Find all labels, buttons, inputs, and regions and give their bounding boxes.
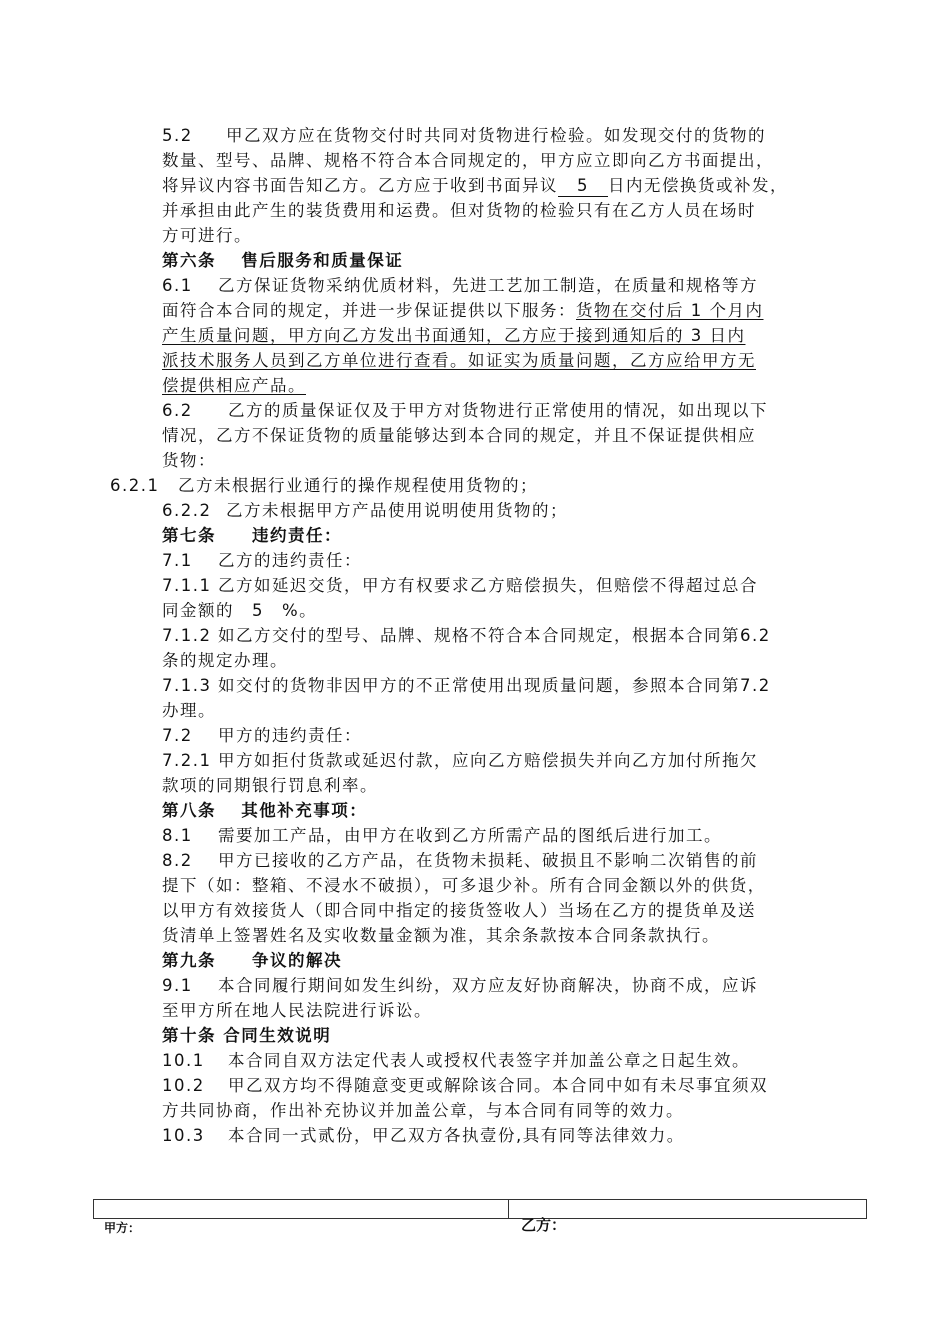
underlined-service-text: 货物在交付后 1 个月内 <box>576 301 764 320</box>
clause-number: 7.1.3 <box>162 676 212 695</box>
clause-8-2-line2: 提下（如：整箱、不浸水不破损），可多退少补。所有合同金额以外的供货， <box>162 876 766 895</box>
clause-5-2-line3: 将异议内容书面告知乙方。乙方应于收到书面异议 5 日内无偿换货或补发， <box>162 176 788 195</box>
clause-number: 7.1 <box>162 551 193 570</box>
clause-number: 10.1 <box>162 1051 205 1070</box>
clause-5-2-line5: 方可进行。 <box>162 226 252 245</box>
clause-6-2-line2: 情况，乙方不保证货物的质量能够达到本合同的规定，并且不保证提供相应 <box>162 426 756 445</box>
clause-10-2-line1: 10.2 甲乙双方均不得随意变更或解除该合同。本合同中如有未尽事宜须双 <box>162 1074 768 1098</box>
clause-5-2-line1: 5.2 甲乙双方应在货物交付时共同对货物进行检验。如发现交付的货物的 <box>162 124 766 148</box>
article-10-heading: 第十条 合同生效说明 <box>162 1026 332 1045</box>
article-8-heading: 第八条 其他补充事项： <box>162 801 368 820</box>
clause-number: 6.2 <box>162 401 193 420</box>
clause-7-2-1-line1: 7.2.1 甲方如拒付货款或延迟付款，应向乙方赔偿损失并向乙方加付所拖欠 <box>162 749 758 773</box>
clause-6-2-2: 6.2.2 乙方未根据甲方产品使用说明使用货物的； <box>162 499 568 523</box>
clause-6-2-1: 6.2.1 乙方未根据行业通行的操作规程使用货物的； <box>110 474 538 498</box>
clause-8-2-line3: 以甲方有效接货人（即合同中指定的接货签收人）当场在乙方的提货单及送 <box>162 901 756 920</box>
clause-6-1-line5: 偿提供相应产品。 <box>162 376 306 395</box>
clause-6-2-line1: 6.2 乙方的质量保证仅及于甲方对货物进行正常使用的情况，如出现以下 <box>162 399 768 423</box>
article-9-heading: 第九条 争议的解决 <box>162 951 342 970</box>
signature-table-divider <box>508 1199 509 1219</box>
clause-number: 7.2 <box>162 726 193 745</box>
clause-6-1-line4: 派技术服务人员到乙方单位进行查看。如证实为质量问题，乙方应给甲方无 <box>162 351 756 370</box>
party-a-signature-label: 甲方： <box>104 1221 141 1235</box>
party-b-signature-label: 乙方： <box>521 1216 567 1234</box>
article-6-heading: 第六条 售后服务和质量保证 <box>162 251 404 270</box>
clause-7-1-3-line2: 办理。 <box>162 701 216 720</box>
clause-number: 7.1.2 <box>162 626 212 645</box>
clause-6-1-line1: 6.1 乙方保证货物采纳优质材料，先进工艺加工制造，在质量和规格等方 <box>162 274 758 298</box>
clause-number: 5.2 <box>162 126 193 145</box>
clause-9-1-line1: 9.1 本合同履行期间如发生纠纷，双方应友好协商解决，协商不成，应诉 <box>162 974 758 998</box>
clause-5-2-line4: 并承担由此产生的装货费用和运费。但对货物的检验只有在乙方人员在场时 <box>162 201 756 220</box>
clause-8-2-line1: 8.2 甲方已接收的乙方产品，在货物未损耗、破损且不影响二次销售的前 <box>162 849 758 873</box>
clause-number: 6.1 <box>162 276 193 295</box>
signature-table <box>93 1199 867 1219</box>
clause-number: 8.1 <box>162 826 193 845</box>
clause-6-2-line3: 货物： <box>162 451 216 470</box>
clause-number: 7.1.1 <box>162 576 212 595</box>
clause-10-1: 10.1 本合同自双方法定代表人或授权代表签字并加盖公章之日起生效。 <box>162 1049 750 1073</box>
clause-10-3: 10.3 本合同一式贰份，甲乙双方各执壹份,具有同等法律效力。 <box>162 1124 685 1148</box>
clause-7-1-1-line2: 同金额的 5 %。 <box>162 601 318 620</box>
clause-8-1: 8.1 需要加工产品，由甲方在收到乙方所需产品的图纸后进行加工。 <box>162 824 722 848</box>
clause-8-2-line4: 货清单上签署姓名及实收数量金额为准，其余条款按本合同条款执行。 <box>162 926 720 945</box>
clause-7-2: 7.2 甲方的违约责任： <box>162 724 362 748</box>
days-blank: 5 <box>558 176 608 197</box>
clause-number: 6.2.2 <box>162 501 212 520</box>
clause-10-2-line2: 方共同协商，作出补充协议并加盖公章，与本合同有同等的效力。 <box>162 1101 684 1120</box>
clause-number: 9.1 <box>162 976 193 995</box>
clause-number: 6.2.1 <box>110 476 160 495</box>
clause-7-1: 7.1 乙方的违约责任： <box>162 549 362 573</box>
clause-7-1-1-line1: 7.1.1 乙方如延迟交货，甲方有权要求乙方赔偿损失，但赔偿不得超过总合 <box>162 574 758 598</box>
article-7-heading: 第七条 违约责任： <box>162 526 342 545</box>
clause-6-1-line2: 面符合本合同的规定，并进一步保证提供以下服务：货物在交付后 1 个月内 <box>162 301 764 320</box>
clause-7-1-3-line1: 7.1.3 如交付的货物非因甲方的不正常使用出现质量问题，参照本合同第7.2 <box>162 674 771 698</box>
clause-number: 10.3 <box>162 1126 205 1145</box>
clause-number: 10.2 <box>162 1076 205 1095</box>
clause-9-1-line2: 至甲方所在地人民法院进行诉讼。 <box>162 1001 432 1020</box>
clause-6-1-line3: 产生质量问题，甲方向乙方发出书面通知，乙方应于接到通知后的 3 日内 <box>162 326 746 345</box>
clause-7-2-1-line2: 款项的同期银行罚息利率。 <box>162 776 378 795</box>
clause-7-1-2-line1: 7.1.2 如乙方交付的型号、品牌、规格不符合本合同规定，根据本合同第6.2 <box>162 624 771 648</box>
clause-number: 7.2.1 <box>162 751 212 770</box>
clause-5-2-line2: 数量、型号、品牌、规格不符合本合同规定的，甲方应立即向乙方书面提出， <box>162 151 774 170</box>
clause-7-1-2-line2: 条的规定办理。 <box>162 651 288 670</box>
clause-number: 8.2 <box>162 851 193 870</box>
